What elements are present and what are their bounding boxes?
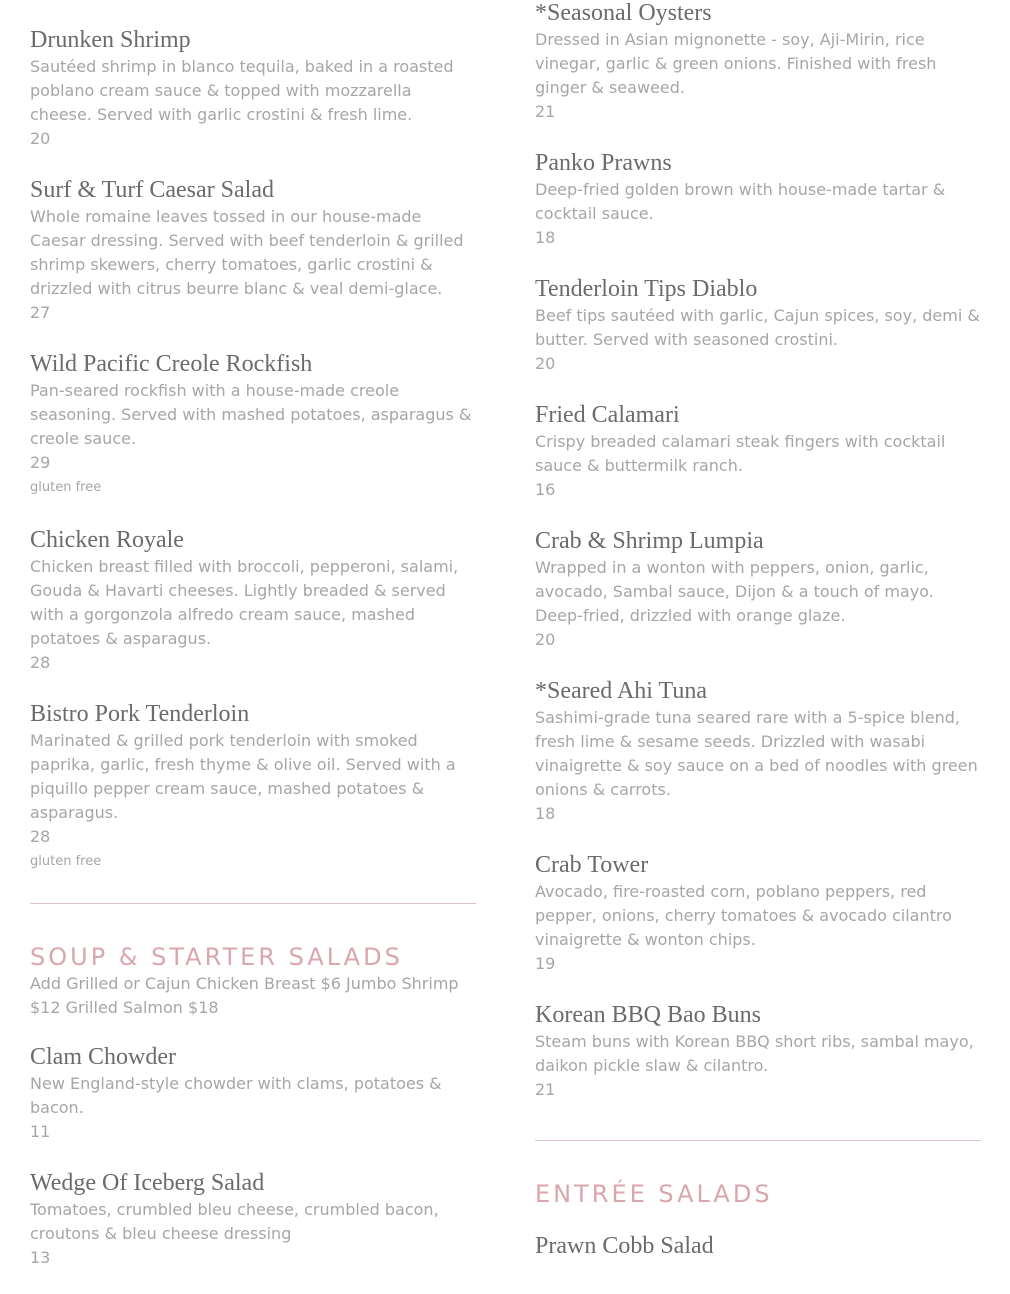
item-description: Beef tips sautéed with garlic, Cajun spices, soy, demi & butter. Served with seasoned crostini.	[535, 306, 980, 349]
item-name: *Seasonal Oysters	[535, 0, 712, 26]
item-description: Deep-fried golden brown with house-made tartar & cocktail sauce.	[535, 180, 946, 223]
item-description: Crispy breaded calamari steak fingers with cocktail sauce & buttermilk ranch.	[535, 432, 946, 475]
item-price: 20	[535, 354, 556, 373]
item-price: 28	[30, 653, 51, 672]
item-description: Dressed in Asian mignonette - soy, Aji-Mirin, rice vinegar, garlic & green onions. Finished with fresh ginger & seaweed.	[535, 30, 937, 97]
dietary-tag: gluten free	[30, 480, 102, 495]
item-name: Crab & Shrimp Lumpia	[535, 528, 764, 554]
item-name: Wild Pacific Creole Rockfish	[30, 351, 313, 377]
item-name: *Seared Ahi Tuna	[535, 678, 708, 704]
dietary-tag: gluten free	[30, 854, 102, 869]
item-price: 18	[535, 804, 556, 823]
menu-item	[535, 1000, 981, 1102]
section-title: ENTRÉE SALADS	[535, 1180, 773, 1208]
menu-item	[30, 1168, 476, 1270]
menu-item	[535, 0, 981, 124]
item-name: Prawn Cobb Salad	[535, 1233, 714, 1259]
left-menu-column	[30, 25, 476, 1294]
item-description: Avocado, fire-roasted corn, poblano peppers, red pepper, onions, cherry tomatoes & avocado cilantro vinaigrette & wonton chips.	[535, 882, 952, 949]
menu-item	[535, 274, 981, 376]
menu-item	[30, 175, 476, 325]
item-name: Tenderloin Tips Diablo	[535, 276, 758, 302]
item-description: Pan-seared rockfish with a house-made creole seasoning. Served with mashed potatoes, asparagus & creole sauce.	[30, 381, 472, 448]
item-name: Wedge Of Iceberg Salad	[30, 1170, 265, 1196]
item-price: 20	[30, 129, 51, 148]
menu-item	[535, 850, 981, 976]
item-price: 29	[30, 453, 51, 472]
section-note: Add Grilled or Cajun Chicken Breast $6 Jumbo Shrimp $12 Grilled Salmon $18	[30, 974, 459, 1017]
item-name: Drunken Shrimp	[30, 27, 191, 53]
item-price: 18	[535, 228, 556, 247]
item-name: Surf & Turf Caesar Salad	[30, 177, 274, 203]
menu-item	[535, 526, 981, 652]
item-price: 16	[535, 480, 556, 499]
item-description: Sashimi-grade tuna seared rare with a 5-spice blend, fresh lime & sesame seeds. Drizzled with wasabi vinaigrette & soy sauce on a bed of noodles with green onions & carrots.	[535, 708, 978, 799]
item-price: 27	[30, 303, 51, 322]
menu-item	[535, 1231, 981, 1261]
menu-item	[535, 148, 981, 250]
item-description: Marinated & grilled pork tenderloin with smoked paprika, garlic, fresh thyme & olive oil. Served with a piquillo pepper cream sauce, mashed potatoes & asparagus.	[30, 731, 456, 822]
item-description: New England-style chowder with clams, potatoes & bacon.	[30, 1074, 442, 1117]
item-name: Korean BBQ Bao Buns	[535, 1002, 761, 1028]
item-name: Bistro Pork Tenderloin	[30, 701, 250, 727]
menu-item	[30, 349, 476, 501]
item-price: 28	[30, 827, 51, 846]
item-description: Steam buns with Korean BBQ short ribs, sambal mayo, daikon pickle slaw & cilantro.	[535, 1032, 974, 1075]
item-description: Tomatoes, crumbled bleu cheese, crumbled bacon, croutons & bleu cheese dressing	[30, 1200, 439, 1243]
item-name: Clam Chowder	[30, 1044, 176, 1070]
menu-item	[535, 400, 981, 502]
menu-item	[30, 25, 476, 151]
menu-item	[30, 525, 476, 675]
item-description: Whole romaine leaves tossed in our house-made Caesar dressing. Served with beef tenderloin & grilled shrimp skewers, cherry tomatoes, garlic crostini & drizzled with citrus beurre blanc & veal demi-glace.	[30, 207, 464, 298]
section-title: SOUP & STARTER SALADS	[30, 943, 403, 971]
menu-item	[30, 699, 476, 875]
item-price: 13	[30, 1248, 51, 1267]
item-description: Wrapped in a wonton with peppers, onion, garlic, avocado, Sambal sauce, Dijon & a touch of mayo. Deep-fried, drizzled with orange glaze.	[535, 558, 934, 625]
item-description: Sautéed shrimp in blanco tequila, baked in a roasted poblano cream sauce & topped with mozzarella cheese. Served with garlic crostini & fresh lime.	[30, 57, 454, 124]
item-price: 19	[535, 954, 556, 973]
item-price: 11	[30, 1122, 51, 1141]
item-name: Crab Tower	[535, 852, 649, 878]
item-description: Chicken breast filled with broccoli, pepperoni, salami, Gouda & Havarti cheeses. Lightly breaded & served with a gorgonzola alfredo cream sauce, mashed potatoes & asparagus.	[30, 557, 459, 648]
item-price: 20	[535, 630, 556, 649]
item-name: Panko Prawns	[535, 150, 672, 176]
menu-item	[30, 1042, 476, 1144]
item-price: 21	[535, 1080, 556, 1099]
item-name: Chicken Royale	[30, 527, 184, 553]
item-name: Fried Calamari	[535, 402, 680, 428]
right-menu-column	[535, 0, 981, 1285]
menu-item	[535, 676, 981, 826]
item-price: 21	[535, 102, 556, 121]
